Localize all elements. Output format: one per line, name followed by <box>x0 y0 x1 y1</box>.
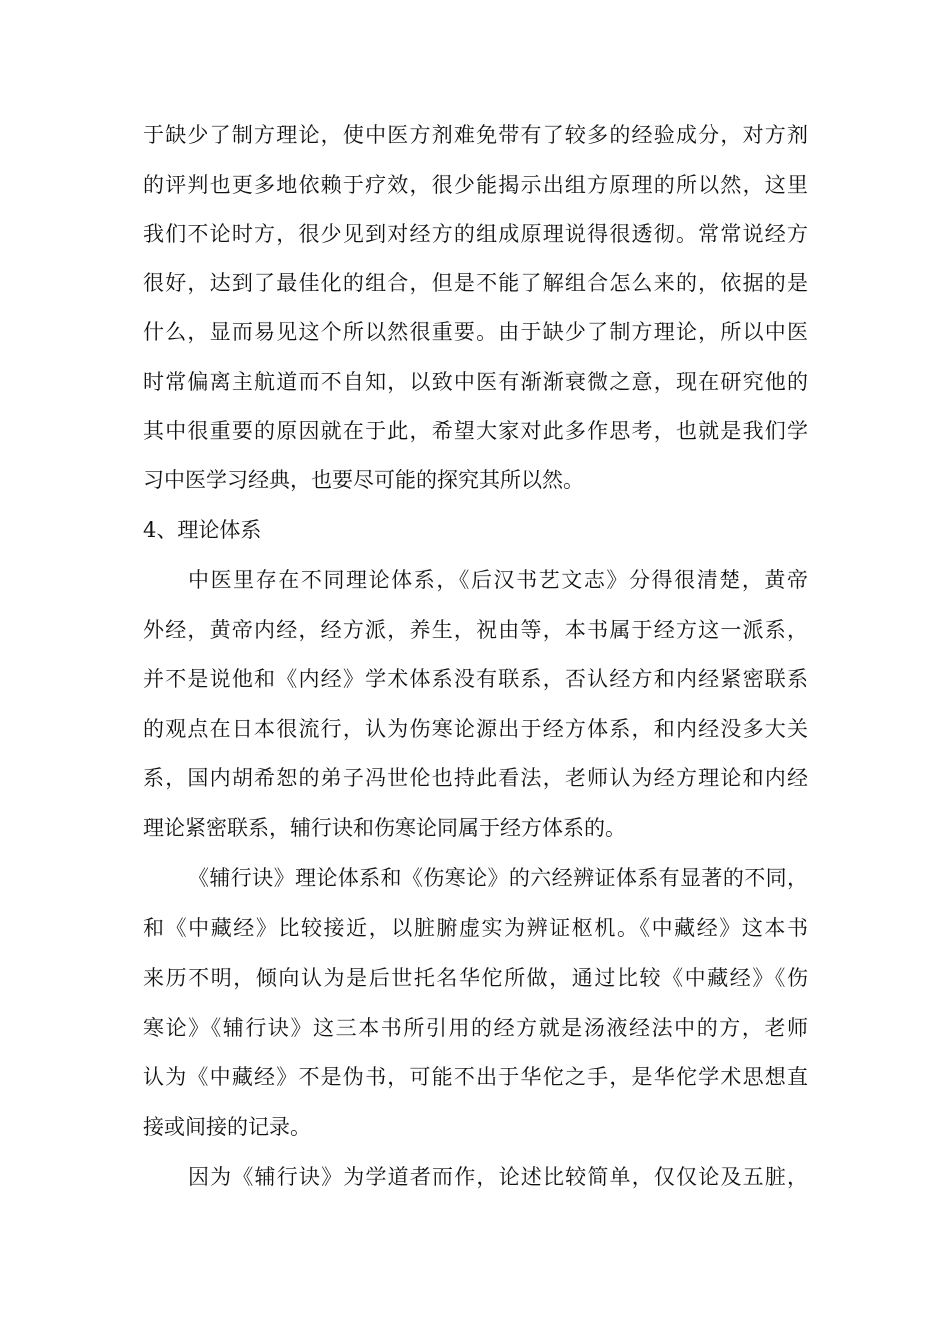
paragraph-first-line: 因为《辅行诀》为学道者而作，论述比较简单，仅仅论及五脏， <box>188 1165 808 1189</box>
text-line: 并不是说他和《内经》学术体系没有联系，否认经方和内经紧密联系 <box>143 667 808 691</box>
text-line: 于缺少了制方理论，使中医方剂难免带有了较多的经验成分，对方剂 <box>143 123 808 147</box>
text-line: 其中很重要的原因就在于此，希望大家对此多作思考，也就是我们学 <box>143 419 808 443</box>
text-line: 来历不明，倾向认为是后世托名华佗所做，通过比较《中藏经》《伤 <box>143 966 808 990</box>
paragraph-first-line: 《辅行诀》理论体系和《伤寒论》的六经辨证体系有显著的不同， <box>188 866 808 890</box>
text-line: 接或间接的记录。 <box>143 1115 311 1139</box>
text-line: 和《中藏经》比较接近，以脏腑虚实为辨证枢机。《中藏经》这本书 <box>143 916 808 940</box>
text-line: 外经，黄帝内经，经方派，养生，祝由等，本书属于经方这一派系， <box>143 618 808 642</box>
text-line: 理论紧密联系，辅行诀和伤寒论同属于经方体系的。 <box>143 816 626 840</box>
text-line: 认为《中藏经》不是伪书，可能不出于华佗之手，是华佗学术思想直 <box>143 1065 808 1089</box>
paragraph-first-line: 中医里存在不同理论体系，《后汉书艺文志》分得很清楚，黄帝 <box>188 568 808 592</box>
text-line: 习中医学习经典，也要尽可能的探究其所以然。 <box>143 468 584 492</box>
text-line: 的观点在日本很流行，认为伤寒论源出于经方体系，和内经没多大关 <box>143 717 808 741</box>
text-line: 我们不论时方，很少见到对经方的组成原理说得很透彻。常常说经方 <box>143 222 808 246</box>
text-line: 什么，显而易见这个所以然很重要。由于缺少了制方理论，所以中医 <box>143 320 808 344</box>
text-line: 的评判也更多地依赖于疗效，很少能揭示出组方原理的所以然，这里 <box>143 173 808 197</box>
text-line: 很好，达到了最佳化的组合，但是不能了解组合怎么来的，依据的是 <box>143 271 808 295</box>
text-line: 时常偏离主航道而不自知，以致中医有渐渐衰微之意，现在研究他的 <box>143 370 808 394</box>
text-line: 寒论》《辅行诀》这三本书所引用的经方就是汤液经法中的方，老师 <box>143 1016 808 1040</box>
section-heading: 4、理论体系 <box>143 518 262 542</box>
text-line: 系，国内胡希恕的弟子冯世伦也持此看法，老师认为经方理论和内经 <box>143 766 808 790</box>
